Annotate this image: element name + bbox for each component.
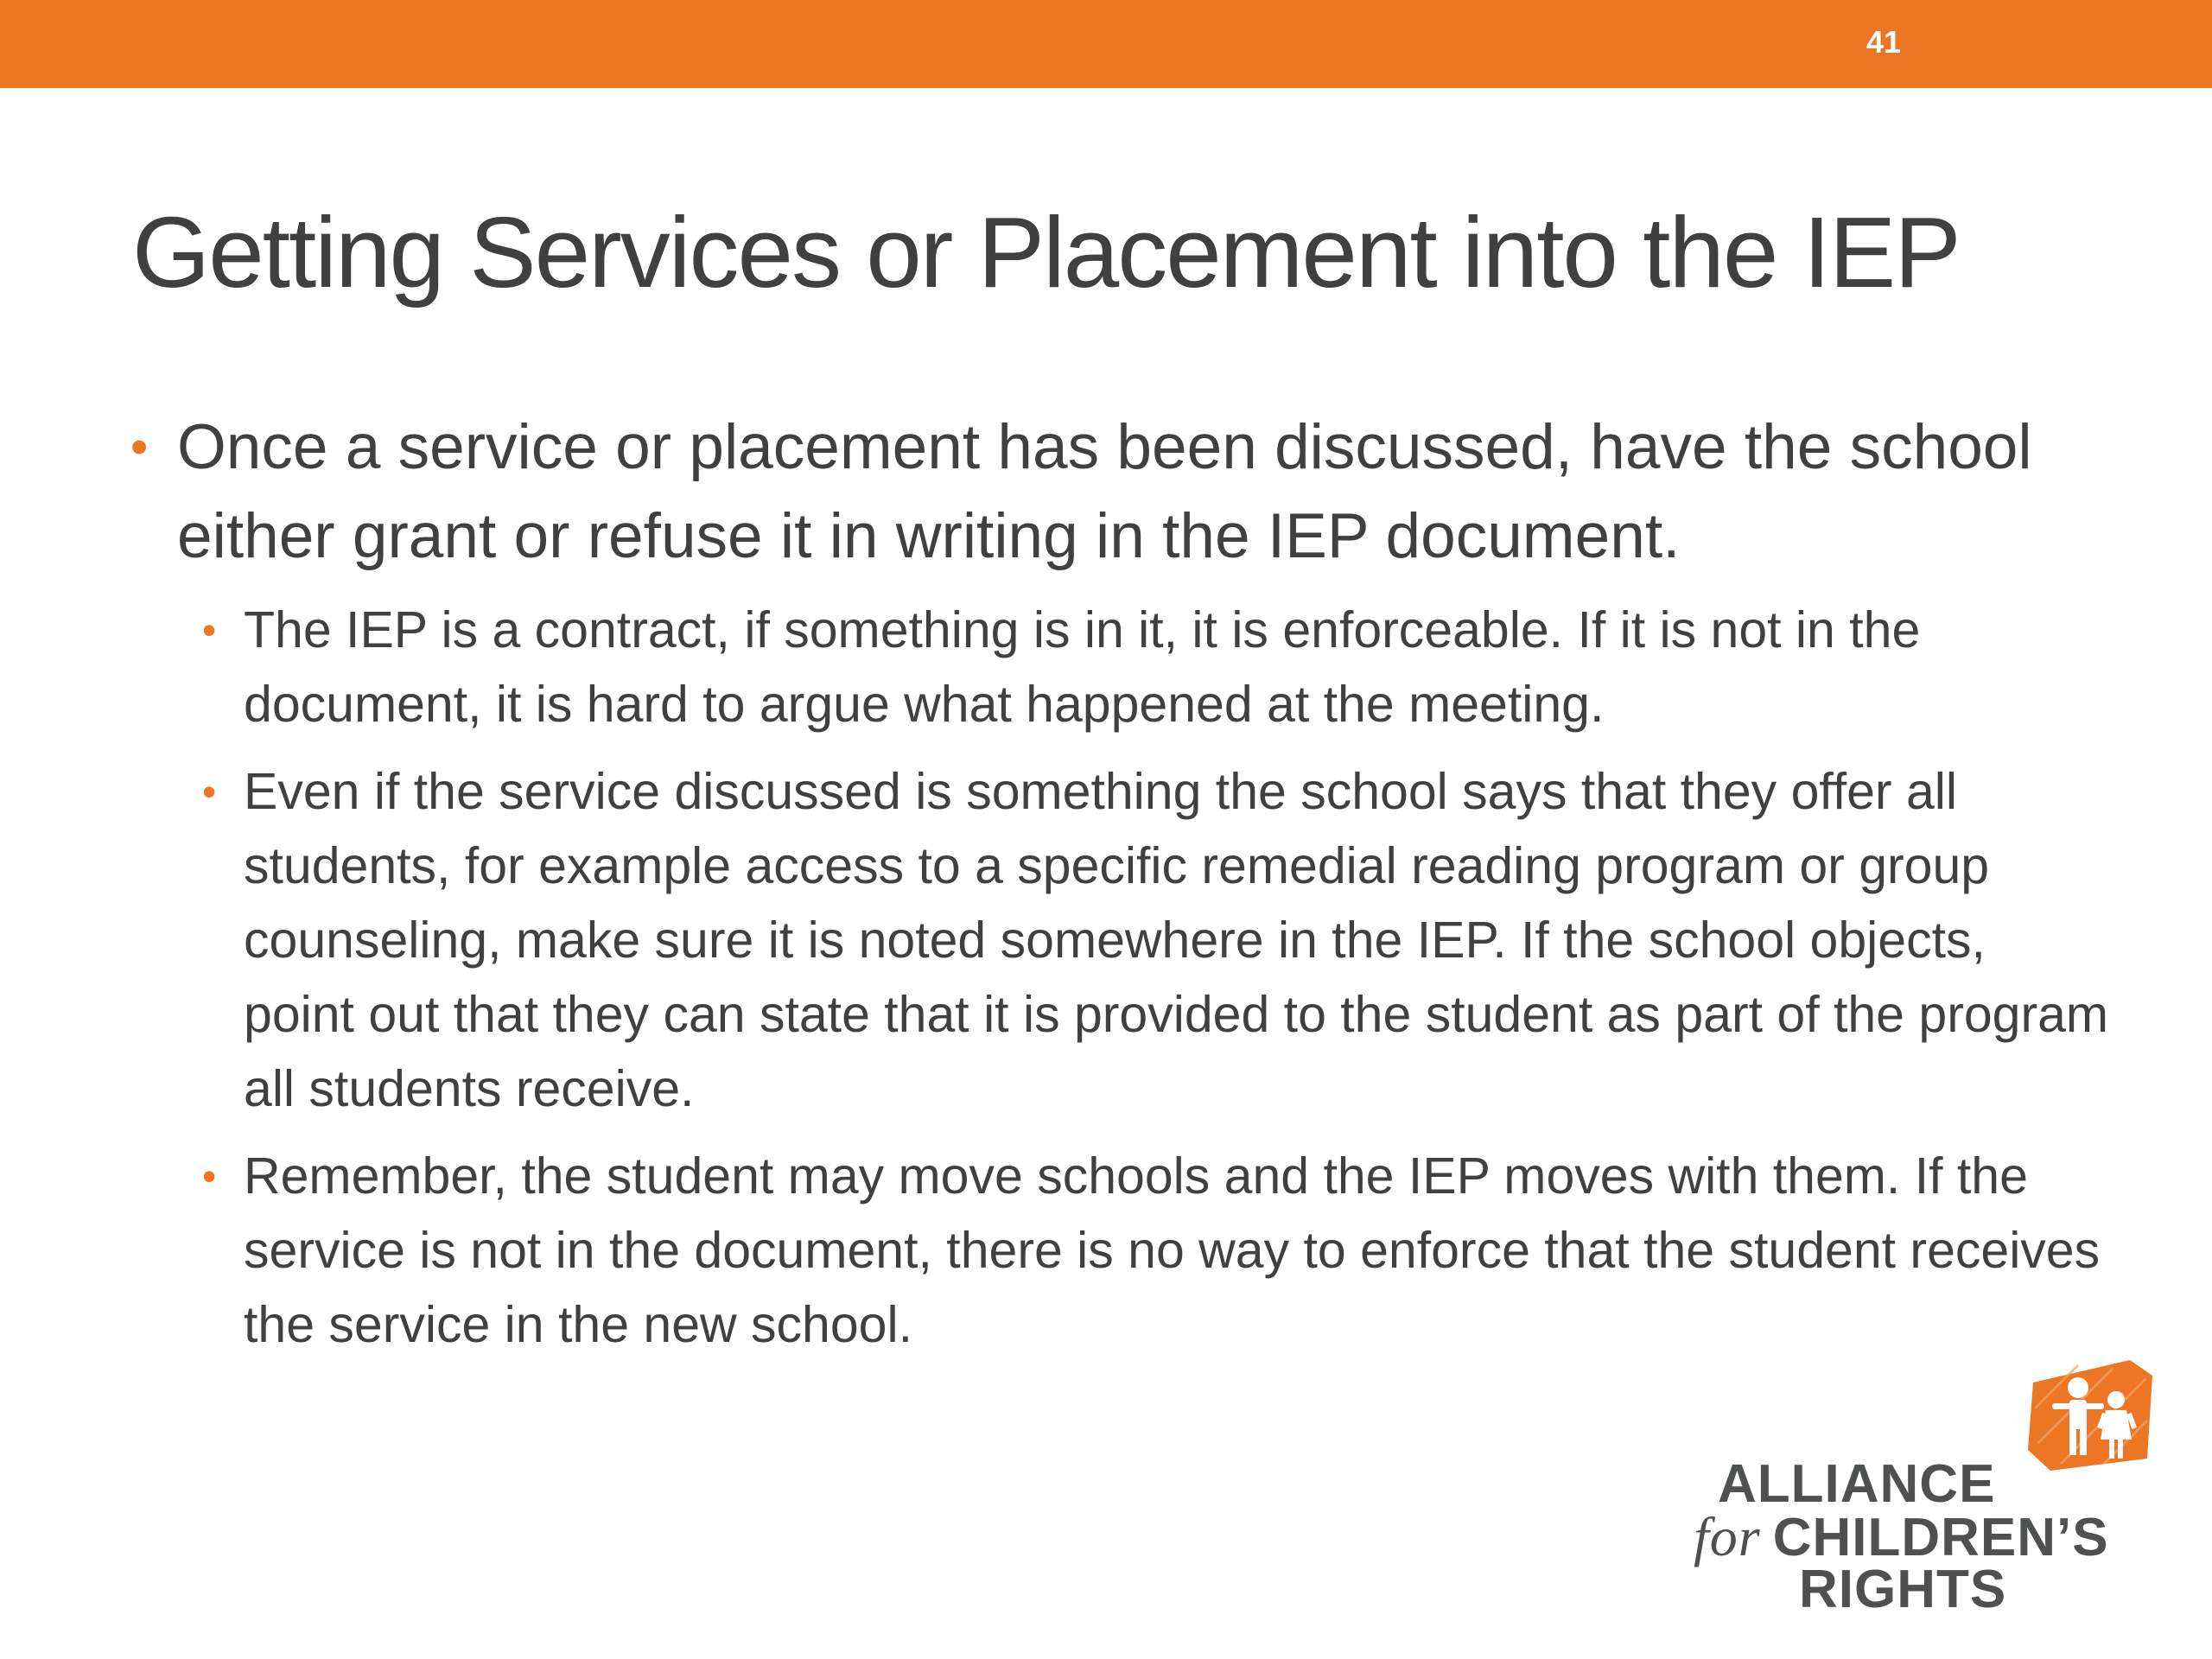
- sub-bullet-text: Remember, the student may move schools and the IEP moves with them. If the service is not in the document, there is no way to enforce that the student receives the service in the new school.: [244, 1147, 2101, 1353]
- sub-bullet-text: Even if the service discussed is something the school says that they offer all students, for example access to a specific remedial reading program or group counseling, make sure it is noted somewhere in the IEP. If the school objects, point out that they can state that it is provided to the student as part of the program all students receive.: [244, 763, 2109, 1117]
- sub-bullet-all-students: [202, 754, 2110, 1126]
- slide-number: 41: [1866, 24, 1902, 60]
- bullet-main-text: Once a service or placement has been discussed, have the school either grant or refuse it in writing in the IEP document.: [177, 412, 2032, 571]
- logo-text-alliance: ALLIANCE: [1718, 1454, 1996, 1514]
- children-figures-icon: [2026, 1357, 2156, 1473]
- organization-logo: [1694, 1357, 2177, 1619]
- slide-title: Getting Services or Placement into the IEP: [132, 196, 1960, 308]
- sub-bullet-text: The IEP is a contract, if something is in it, it is enforceable. If it is not in the document, it is hard to argue what happened at the meeting.: [244, 601, 1921, 733]
- bullet-dot: •: [202, 769, 217, 814]
- bullet-dot: •: [202, 607, 217, 652]
- bullet-dot: •: [202, 1154, 217, 1198]
- logo-text-rights: RIGHTS: [1799, 1560, 2007, 1619]
- bullet-dot: •: [130, 419, 149, 475]
- logo-text-childrens-word: CHILDREN’S: [1772, 1508, 2109, 1567]
- sub-bullet-contract: [202, 593, 2110, 741]
- header-bar: [0, 0, 2212, 88]
- logo-text-for: for: [1694, 1506, 1761, 1567]
- sub-bullet-move-schools: [202, 1139, 2110, 1362]
- bullet-main: [130, 403, 2113, 581]
